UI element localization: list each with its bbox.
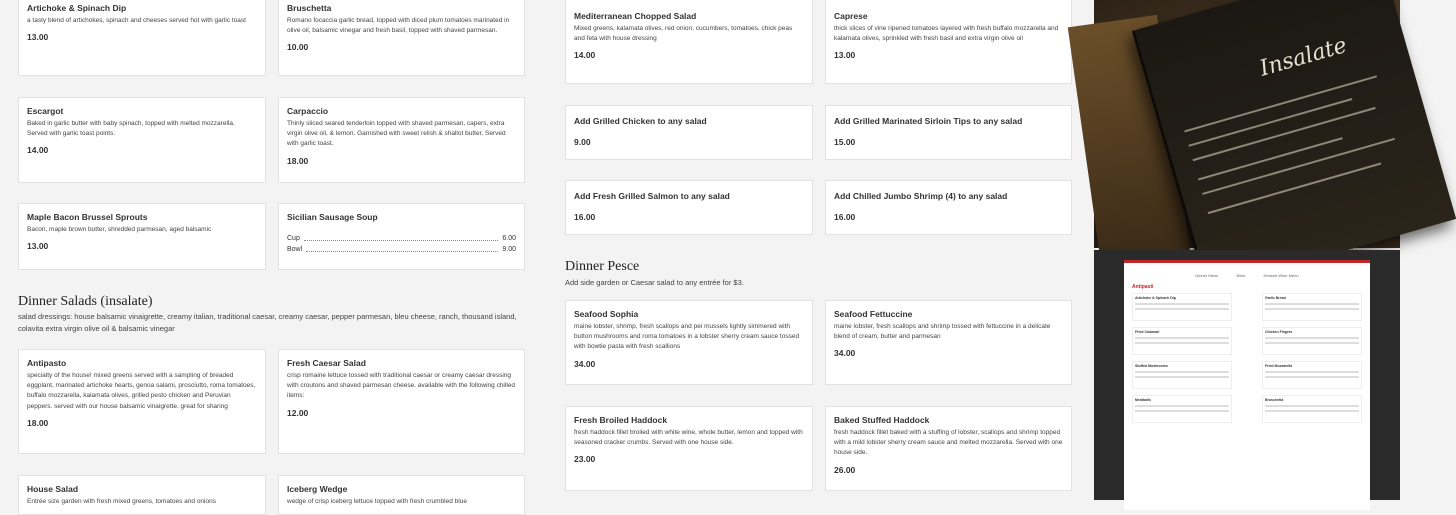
item-title: Add Grilled Marinated Sirloin Tips to any salad [834, 116, 1023, 126]
item-title: Escargot [27, 106, 64, 116]
thumbnail-tabs [1124, 273, 1370, 278]
pesce-subtitle: Add side garden or Caesar salad to any entrée for $3. [565, 278, 744, 287]
item-desc: Bacon, maple brown butter, shredded parmesan, aged balsamic [27, 226, 212, 233]
item-desc: Entrée size garden with fresh mixed greens, tomatoes and onions [27, 498, 216, 505]
thumbnail-tab: Wine [1236, 273, 1246, 278]
salad-dressings: salad dressings: house balsamic vinaigrette, creamy italian, traditional caesar, creamy caesar, pepper parmesan, bleu cheese, ranch, thousand island, colavita extra virgin olive oil & balsamic vinegar [18, 312, 517, 333]
item-title: Mediterranean Chopped Salad [574, 11, 697, 21]
item-price: 34.00 [834, 348, 856, 359]
item-price: 13.00 [27, 32, 49, 43]
section-heading-salads: Dinner Salads (insalate) [18, 294, 153, 309]
item-price: 15.00 [834, 137, 856, 147]
item-title: Add Fresh Grilled Salmon to any salad [574, 191, 730, 201]
menu-item-seafood-sophia [565, 300, 813, 385]
soup-bowl-row [287, 246, 516, 253]
soup-bowl-price: 9.00 [502, 246, 516, 253]
item-desc: a tasty blend of artichokes, spinach and cheeses served hot with garlic toast [27, 17, 246, 24]
item-title: Artichoke & Spinach Dip [27, 3, 127, 13]
item-title: Caprese [834, 11, 868, 21]
item-desc: thick slices of vine ripened tomatoes layered with fresh buffalo mozzarella and kalamata olives, sprinkled with fresh basil and extra virgin olive oil [834, 25, 1059, 43]
item-title: Maple Bacon Brussel Sprouts [27, 212, 148, 222]
menu-screenshot-thumbnail[interactable] [1094, 250, 1400, 500]
thumbnail-card: Garlic Bread [1262, 293, 1362, 321]
thumbnail-card: Fried Mozzarella [1262, 361, 1362, 389]
menu-script-heading: Insalate [1256, 32, 1350, 82]
thumbnail-tab: Dessert Wine Menu [1263, 273, 1299, 278]
item-title: Seafood Fettuccine [834, 309, 913, 319]
item-desc: Baked in garlic butter with baby spinach, topped with melted mozzarella. Served with garlic toast points. [27, 120, 235, 138]
thumbnail-card: Stuffed Mushrooms [1132, 361, 1232, 389]
section-heading-pesce: Dinner Pesce [565, 259, 640, 274]
item-title: Add Grilled Chicken to any salad [574, 116, 707, 126]
soup-cup-label: Cup [287, 235, 300, 242]
menu-item-broiled-haddock [565, 406, 813, 491]
thumbnail-card: Fried Calamari [1132, 327, 1232, 355]
item-price: 26.00 [834, 464, 856, 475]
soup-bowl-label: Bowl [287, 246, 303, 253]
menu-item-house-salad [18, 475, 266, 515]
item-price: 18.00 [27, 417, 49, 428]
dot-leader [306, 247, 498, 252]
menu-item-maple-bacon [18, 203, 266, 270]
item-desc: wedge of crisp iceberg lettuce topped with fresh crumbled blue [287, 498, 467, 505]
menu-item-soup [278, 203, 525, 270]
item-price: 12.00 [287, 407, 309, 418]
soup-cup-price: 6.00 [502, 235, 516, 242]
item-price: 18.00 [287, 155, 309, 166]
thumbnail-card: Bruschetta [1262, 395, 1362, 423]
menu-item-caprese [825, 0, 1072, 84]
menu-item-iceberg-wedge [278, 475, 525, 515]
thumbnail-grid [1132, 293, 1362, 423]
item-price: 16.00 [834, 212, 856, 222]
menu-item-stuffed-haddock [825, 406, 1072, 491]
item-title: House Salad [27, 484, 79, 494]
thumbnail-card: Meatballs [1132, 395, 1232, 423]
menu-item-mediterranean [565, 0, 813, 84]
item-desc: fresh haddock fillet broiled with white wine, whole butter, lemon and topped with seasoned cracker crumbs. Served with one house side. [574, 429, 803, 447]
menu-item-bruschetta [278, 0, 525, 76]
dot-leader [304, 236, 499, 241]
item-title: Baked Stuffed Haddock [834, 415, 930, 425]
item-title: Carpaccio [287, 106, 329, 116]
menu-item-seafood-fettuccine [825, 300, 1072, 385]
menu-item-artichoke [18, 0, 266, 76]
thumbnail-page-title: Antipasti [1132, 284, 1154, 290]
menu-item-caesar [278, 349, 525, 454]
menu-line [1184, 75, 1377, 132]
thumbnail-card: Artichoke & Spinach Dip [1132, 293, 1232, 321]
item-desc: Thinly sliced seared tenderloin topped with shaved parmesan, capers, extra virgin olive oil, & lemon. Garnished with sweet relish & shallot butter. Served with garlic toast. [287, 120, 506, 148]
item-title: Fresh Caesar Salad [287, 358, 366, 368]
item-desc: specialty of the house! mixed greens served with a sampling of breaded eggplant, marinated artichoke hearts, genoa salami, prosciutto, roma tomatoes, buffalo mozzarella, kalamata olives, grilled pesto chicken and Peruvian peppers. served with our house balsamic vinaigrette. great for sharing [27, 372, 256, 410]
item-title: Iceberg Wedge [287, 484, 348, 494]
item-desc: fresh haddock fillet baked with a stuffing of lobster, scallops and shrimp topped with a mild lobster sherry cream sauce and melted mozzarella. Served with one house side. [834, 429, 1063, 457]
item-title: Add Chilled Jumbo Shrimp (4) to any salad [834, 191, 1008, 201]
item-desc: maine lobster, fresh scallops and shrimp tossed with fettuccine in a delicate blend of cream, butter and parmesan [834, 323, 1051, 341]
item-price: 9.00 [574, 137, 591, 147]
menu-photo[interactable] [1094, 0, 1400, 248]
item-price: 13.00 [27, 241, 49, 252]
item-desc: crisp romaine lettuce tossed with traditional caesar or creamy caesar dressing with croutons and shaved parmesan cheese. available with the following chilled items: [287, 372, 515, 400]
addon-sirloin-tips [825, 105, 1072, 160]
thumbnail-tab: Dinner Menu [1195, 273, 1219, 278]
addon-grilled-chicken [565, 105, 813, 160]
addon-jumbo-shrimp [825, 180, 1072, 235]
item-desc: maine lobster, shrimp, fresh scallops and pei mussels lightly simmered with button mushrooms and roma tomatoes in a lobster sherry cream sauce tossed with bowtie pasta with fresh scallions [574, 323, 800, 351]
thumbnail-page [1124, 260, 1370, 510]
item-desc: Mixed greens, kalamata olives, red onion, cucumbers, tomatoes, chick peas and feta with house dressing [574, 25, 793, 43]
item-title: Antipasto [27, 358, 67, 368]
menu-item-antipasto [18, 349, 266, 454]
item-title: Seafood Sophia [574, 309, 639, 319]
item-price: 34.00 [574, 358, 596, 369]
thumbnail-card: Chicken Fingers [1262, 327, 1362, 355]
item-title: Bruschetta [287, 3, 332, 13]
item-price: 10.00 [287, 42, 309, 53]
item-title: Sicilian Sausage Soup [287, 212, 378, 222]
menu-item-escargot [18, 97, 266, 183]
item-title: Fresh Broiled Haddock [574, 415, 668, 425]
item-price: 16.00 [574, 212, 596, 222]
addon-grilled-salmon [565, 180, 813, 235]
item-price: 14.00 [574, 50, 596, 61]
item-price: 13.00 [834, 50, 856, 61]
item-price: 23.00 [574, 454, 596, 465]
menu-item-carpaccio [278, 97, 525, 183]
item-price: 14.00 [27, 145, 49, 156]
item-desc: Romano focaccia garlic bread, topped with diced plum tomatoes marinated in olive oil, balsamic vinegar and fresh basil, topped with shaved parmesan. [287, 17, 510, 35]
soup-cup-row [287, 235, 516, 242]
